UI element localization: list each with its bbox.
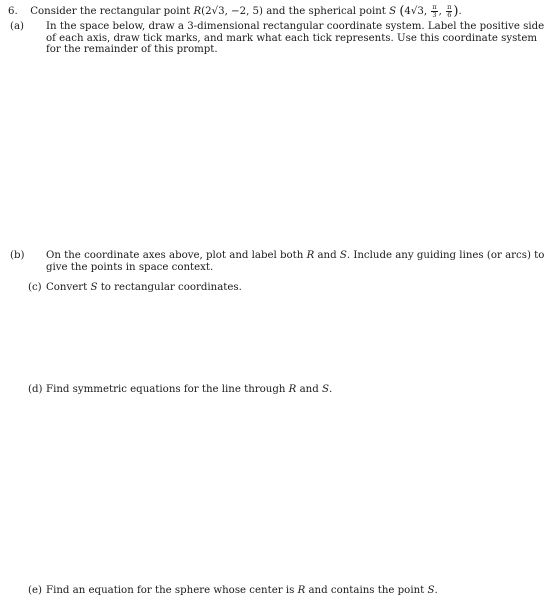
part-c-text-2: to rectangular coordinates. <box>97 282 242 293</box>
part-e-text-2: and contains the point <box>305 585 428 596</box>
part-b-r: R <box>306 250 315 261</box>
part-a <box>10 21 550 56</box>
theta-fraction <box>431 4 437 18</box>
question-number: 6. <box>8 6 18 17</box>
point-r-coords: (2√3, −2, 5) <box>201 6 263 17</box>
part-e-label: (e) <box>28 585 42 596</box>
part-c <box>28 282 532 294</box>
part-d-r: R <box>288 384 297 395</box>
point-r-name: R <box>193 6 202 17</box>
part-a-label: (a) <box>10 21 25 32</box>
phi-denominator: 6 <box>447 10 452 19</box>
intro-end: . <box>458 6 462 17</box>
point-s-name: S <box>389 6 397 17</box>
part-e <box>28 585 532 597</box>
question-intro <box>8 4 548 18</box>
part-e-text-3: . <box>434 585 438 596</box>
part-b-text-3: . Include any guiding lines (or arcs) to give the points in space context. <box>46 250 545 273</box>
phi-fraction <box>446 4 452 18</box>
part-d-label: (d) <box>28 384 43 395</box>
point-s-rho: 4√3, <box>404 6 431 17</box>
part-c-label: (c) <box>28 282 42 293</box>
part-e-s: S <box>427 585 435 596</box>
part-d-text-1: Find symmetric equations for the line through <box>46 384 289 395</box>
part-b-label: (b) <box>10 250 25 261</box>
point-s-close-paren: ) <box>453 4 459 19</box>
intro-middle: and the spherical point <box>263 6 390 17</box>
phi-numerator: π <box>447 3 452 11</box>
point-s-open-paren: ( <box>399 4 405 19</box>
part-c-text-1: Convert <box>46 282 91 293</box>
part-d <box>28 384 532 396</box>
part-a-text: In the space below, draw a 3-dimensional rectangular coordinate system. Label the positive side of each axis, draw tick marks, and mark what each tick represents. Use this coordinate system for the remainder of this prompt. <box>46 21 545 55</box>
theta-numerator: π <box>432 3 437 11</box>
theta-denominator: 3 <box>432 10 437 19</box>
part-d-text-2: and <box>296 384 322 395</box>
part-e-r: R <box>297 585 306 596</box>
part-b-text-1: On the coordinate axes above, plot and label both <box>46 250 307 261</box>
coord-separator: , <box>438 6 446 17</box>
part-d-s: S <box>321 384 329 395</box>
part-b-s: S <box>339 250 347 261</box>
part-e-text-1: Find an equation for the sphere whose center is <box>46 585 298 596</box>
part-c-s: S <box>90 282 98 293</box>
intro-prefix: Consider the rectangular point <box>30 6 194 17</box>
part-b <box>10 250 550 273</box>
part-d-text-3: . <box>328 384 333 395</box>
part-b-text-2: and <box>314 250 340 261</box>
